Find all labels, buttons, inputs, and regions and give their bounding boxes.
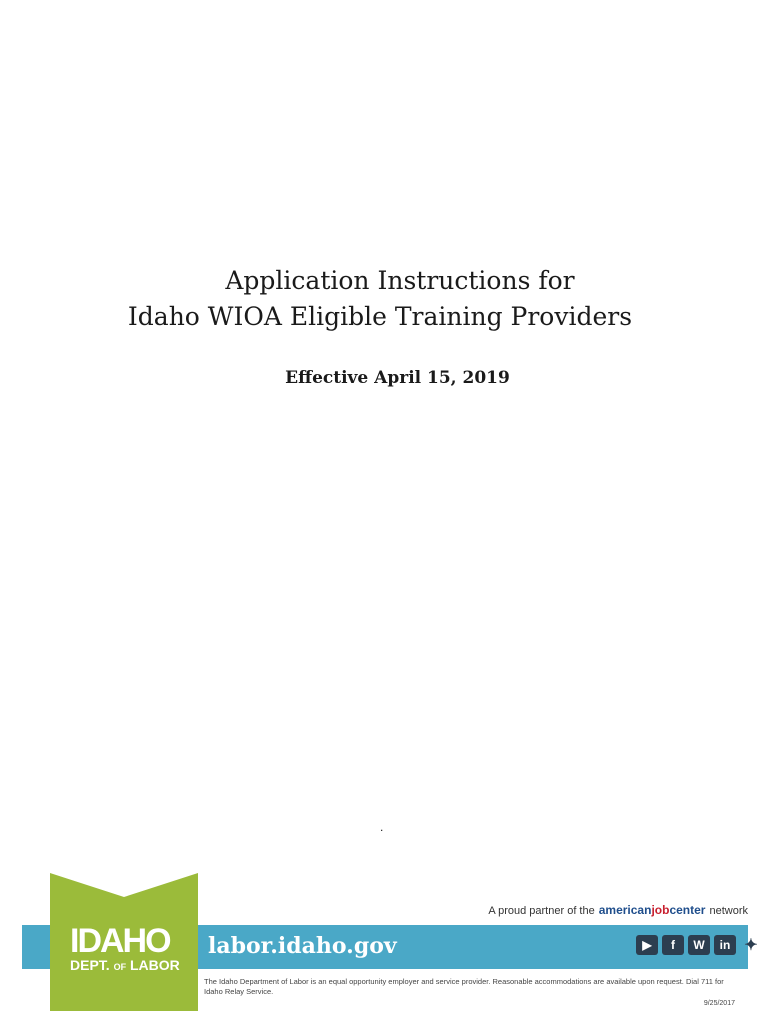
facebook-icon[interactable]: f [662,935,684,955]
footer-date: 9/25/2017 [703,1000,735,1007]
effective-date: Effective April 15, 2019 [285,368,510,388]
twitter-icon[interactable]: ✦ [744,937,758,954]
social-icons [636,935,762,955]
logo-word: IDAHO [70,922,170,960]
partner-statement: A proud partner of the americanjobcenter network [488,903,748,917]
wordpress-icon[interactable]: W [688,935,710,955]
logo-subtitle: DEPT. OF LABOR [70,957,180,973]
eeo-statement: The Idaho Department of Labor is an equal opportunity employer and service provider. Reasonable accommodations are available upon request. Dial 711 for Idaho Relay Service. [204,977,724,996]
stray-dot: . [380,820,384,834]
website-link[interactable]: labor.idaho.gov [208,933,397,959]
youtube-icon[interactable]: ▶ [636,935,658,955]
title-line-1: Application Instructions for [225,266,575,295]
linkedin-icon[interactable]: in [714,935,736,955]
title-line-2: Idaho WIOA Eligible Training Providers [127,302,633,331]
ajc-logo: americanjobcenter [598,903,706,917]
